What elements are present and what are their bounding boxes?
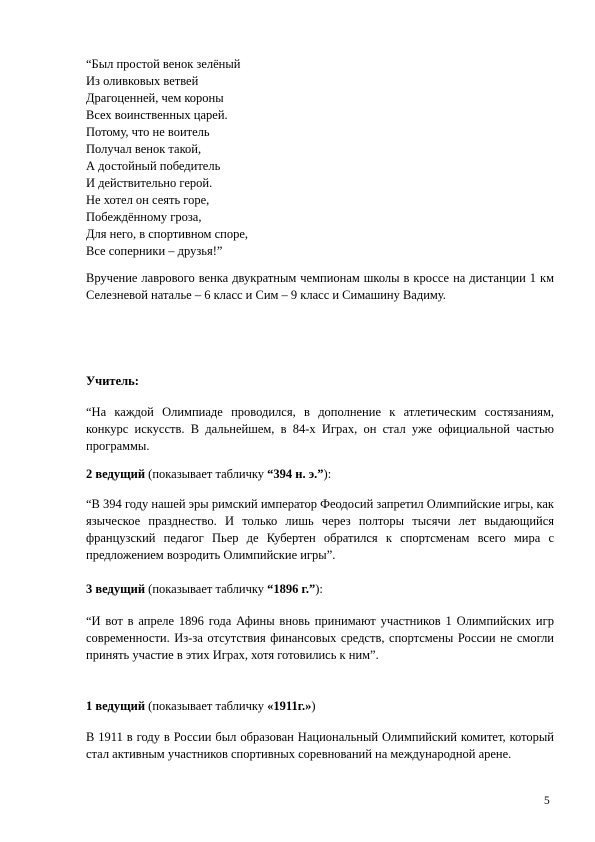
poem-line: Получал венок такой, (86, 142, 202, 156)
host3-action: (показывает табличку (145, 582, 268, 596)
host1-action: (показывает табличку (145, 699, 268, 713)
poem-line: Все соперники – друзья!” (86, 244, 223, 258)
poem-line: А достойный победитель (86, 159, 221, 173)
host3-sign: “1896 г.” (267, 582, 316, 596)
poem-line: Побеждённому гроза, (86, 210, 202, 224)
host2-paragraph: “В 394 году нашей эры римский император Феодосий запретил Олимпийские игры, как языческое празднество. И только лишь через полторы тысячи лет выдающийся французский педагог Пьер де Кубертен обратился к спортсменам всего мира с предложением возродить Олимпийские игры”. (86, 497, 554, 562)
host2-heading (86, 466, 554, 483)
poem-line: Потому, что не воитель (86, 125, 210, 139)
award-paragraph: Вручение лаврового венка двукратным чемпионам школы в кроссе на дистанции 1 км Селезневой наталье – 6 класс и Сим – 9 класс и Симашину Вадиму. (86, 271, 554, 302)
host3-role: 3 ведущий (86, 582, 146, 596)
host3-paragraph: “И вот в апреле 1896 года Афины вновь принимают участников 1 Олимпийских игр современности. Из-за отсутствия финансовых средств, спортсмены России не смогли принять участие в этих Играх, хотя готовились к ним”. (86, 614, 554, 662)
poem-line: Всех воинственных царей. (86, 108, 228, 122)
teacher-paragraph: “На каждой Олимпиаде проводился, в дополнение к атлетическим состязаниям, конкурс искусств. В дальнейшем, в 84-х Играх, он стал уже официальной частью программы. (86, 405, 554, 453)
host1-role: 1 ведущий (86, 699, 146, 713)
host1-paragraph: В 1911 в году в России был образован Национальный Олимпийский комитет, который стал активным участников спортивных соревнований на международной арене. (86, 730, 554, 761)
poem-line: Не хотел он сеять горе, (86, 193, 210, 207)
poem (86, 56, 506, 260)
host1-tail: ) (311, 699, 316, 713)
poem-line: Драгоценней, чем короны (86, 91, 224, 105)
host2-action: (показывает табличку (145, 467, 268, 481)
poem-line: “Был простой венок зелёный (86, 57, 241, 71)
poem-line: Из оливковых ветвей (86, 74, 199, 88)
teacher-label: Учитель: (86, 374, 139, 388)
host3-tail: ): (315, 582, 323, 596)
host2-tail: ): (323, 467, 332, 481)
host2-sign: “394 н. э.” (267, 467, 324, 481)
host2-role: 2 ведущий (86, 467, 146, 481)
host1-heading (86, 698, 554, 715)
poem-line: И действительно герой. (86, 176, 213, 190)
host3-heading (86, 581, 554, 598)
page-number: 5 (544, 795, 550, 807)
host1-sign: «1911г.» (267, 699, 312, 713)
poem-line: Для него, в спортивном споре, (86, 227, 248, 241)
